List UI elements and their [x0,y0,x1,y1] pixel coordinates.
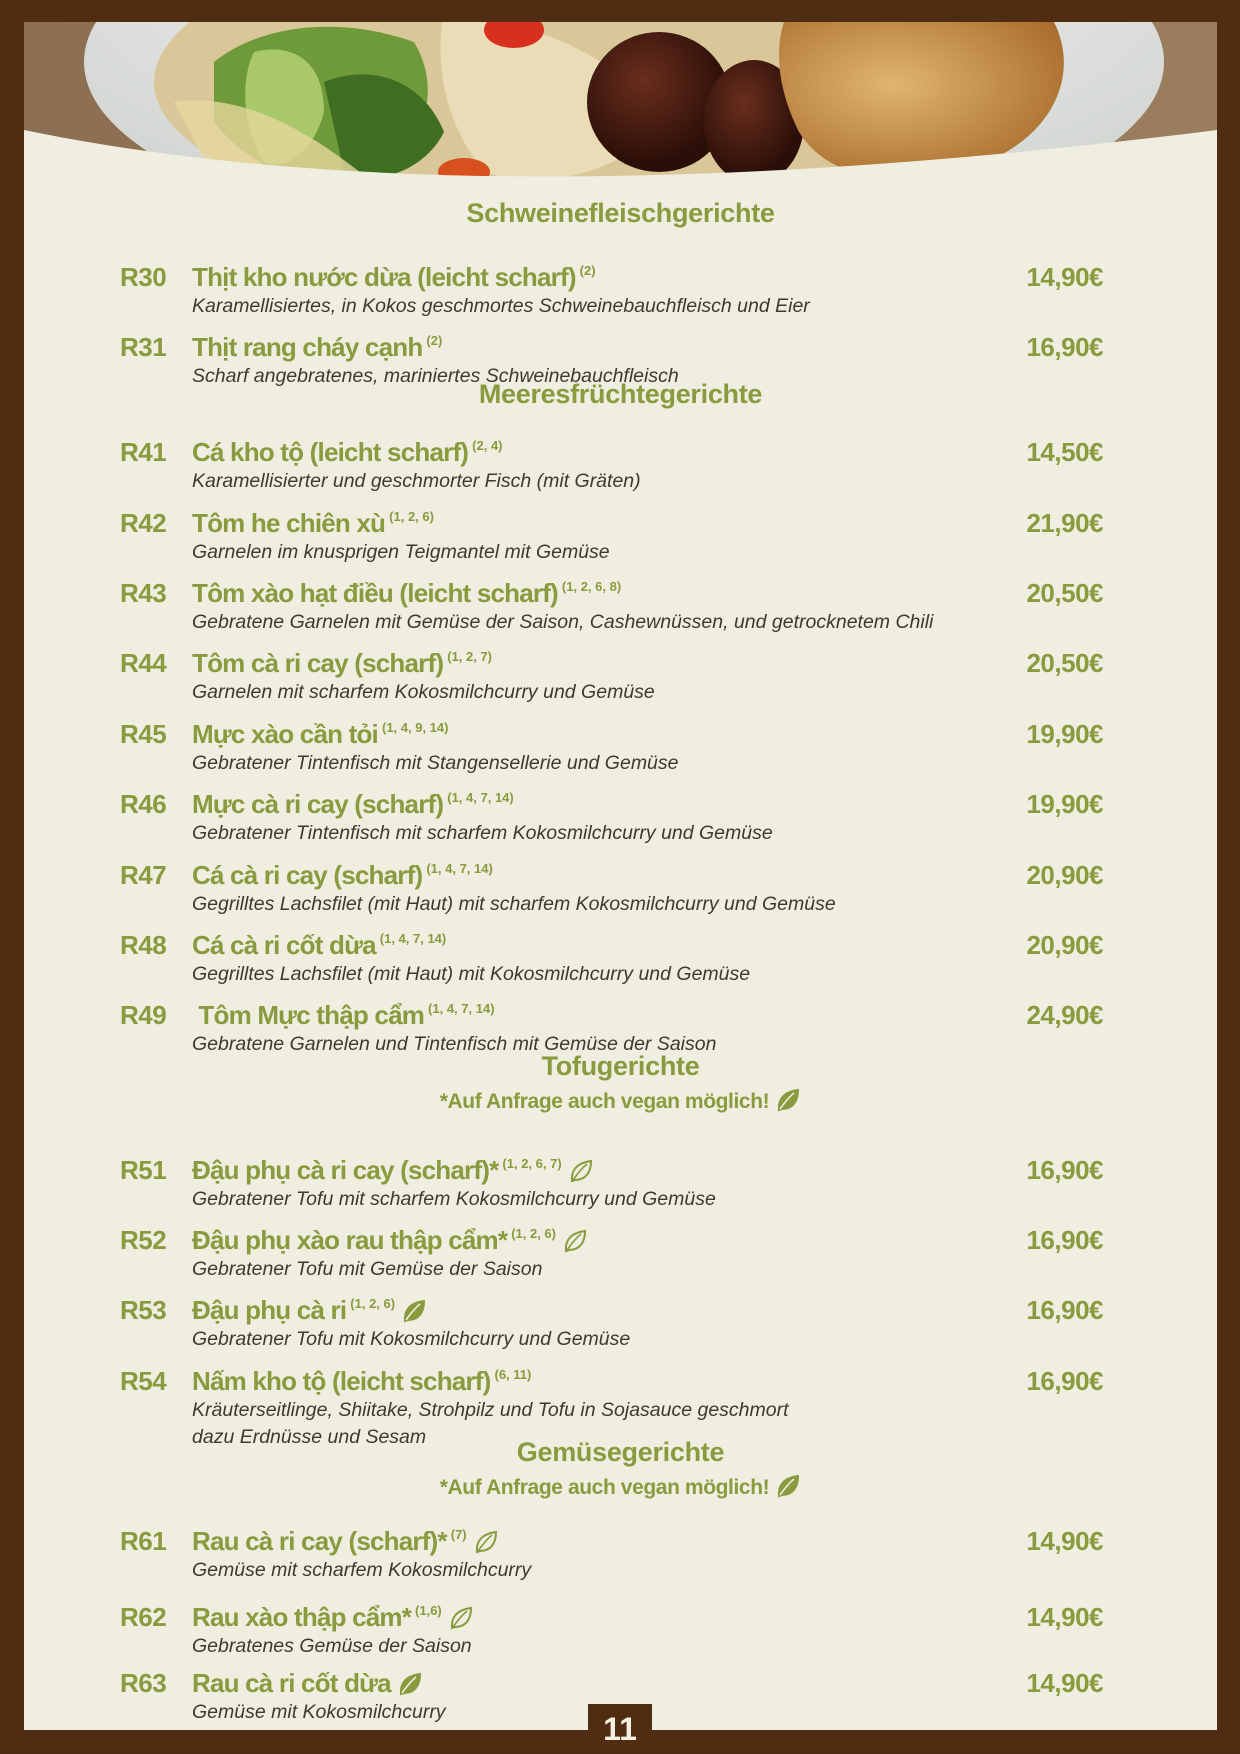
item-code: R42 [120,508,167,538]
item-description: Gegrilltes Lachsfilet (mit Haut) mit scharfem Kokosmilchcurry und Gemüse [192,893,836,915]
item-code: R43 [120,578,167,608]
item-name-line [192,648,492,679]
item-name-line [192,1000,495,1031]
item-name-line [192,1366,531,1397]
leaf-outline-icon [473,1529,499,1555]
item-price: 14,90€ [1026,1526,1103,1556]
item-name: Tôm cà ri cay (scharf) [192,648,444,678]
vegan-note [24,1473,1217,1500]
leaf-filled-icon [397,1671,423,1697]
leaf-outline-icon [568,1158,594,1184]
item-price: 20,50€ [1026,578,1103,608]
item-name-line [192,1225,588,1256]
item-code: R51 [120,1155,167,1185]
item-name: Tôm xào hạt điều (leicht scharf) [192,578,558,608]
item-description: Garnelen mit scharfem Kokosmilchcurry und Gemüse [192,681,655,703]
item-name: Tôm he chiên xù [192,508,386,538]
leaf-filled-icon [775,1473,801,1499]
item-name-line [192,719,448,750]
item-name-line [192,860,493,891]
item-price: 14,90€ [1026,262,1103,292]
allergen-codes: (1, 2, 7) [447,649,492,664]
item-code: R45 [120,719,167,749]
vegan-note-text: *Auf Anfrage auch vegan möglich! [439,1090,770,1113]
item-code: R47 [120,860,167,890]
item-name-line [192,1295,427,1326]
item-name: Cá cà ri cay (scharf) [192,860,423,890]
item-code: R41 [120,437,167,467]
item-name: Đậu phụ xào rau thập cẩm* [192,1225,508,1255]
allergen-codes: (1, 2, 6, 7) [502,1156,562,1171]
item-name-line [192,1668,423,1699]
item-description: Gebratene Garnelen und Tintenfisch mit Gemüse der Saison [192,1033,717,1055]
item-price: 14,90€ [1026,1668,1103,1698]
item-description: Gebratener Tofu mit Gemüse der Saison [192,1258,543,1280]
item-code: R44 [120,648,167,678]
item-name: Thịt rang cháy cạnh [192,332,423,362]
item-name-line [192,1526,499,1557]
item-name-line [192,578,621,609]
item-description: Gegrilltes Lachsfilet (mit Haut) mit Kokosmilchcurry und Gemüse [192,963,751,985]
item-description: Karamellisiertes, in Kokos geschmortes Schweinebauchfleisch und Eier [192,295,810,317]
item-description: Gebratenes Gemüse der Saison [192,1635,472,1657]
item-description: Gebratener Tintenfisch mit Stangensellerie und Gemüse [192,752,679,774]
item-price: 14,50€ [1026,437,1103,467]
item-description: dazu Erdnüsse und Sesam [192,1426,427,1448]
allergen-codes: (1, 2, 6) [350,1296,396,1311]
item-name: Rau cà ri cốt dừa [192,1668,391,1698]
leaf-outline-icon [562,1228,588,1254]
item-description: Kräuterseitlinge, Shiitake, Strohpilz und Tofu in Sojasauce geschmort [192,1399,789,1421]
item-name-line [192,1602,474,1633]
item-name: Cá kho tộ (leicht scharf) [192,437,469,467]
item-price: 19,90€ [1026,719,1103,749]
page-number: 11 [588,1704,652,1753]
item-name-line [192,332,442,363]
item-name: Cá cà ri cốt dừa [192,930,376,960]
item-name: Đậu phụ cà ri cay (scharf)* [192,1155,499,1185]
allergen-codes: (1, 2, 6) [389,509,434,524]
item-code: R53 [120,1295,167,1325]
allergen-codes: (1, 4, 7, 14) [426,861,493,876]
item-code: R63 [120,1668,167,1698]
item-name: Đậu phụ cà ri [192,1295,347,1325]
item-name-line [192,1155,594,1186]
leaf-filled-icon [401,1298,427,1324]
allergen-codes: (2) [426,333,443,348]
allergen-codes: (1, 4, 7, 14) [428,1001,495,1016]
item-code: R61 [120,1526,167,1556]
item-name-line [192,789,514,820]
allergen-codes: (2, 4) [472,438,503,453]
item-name: Nấm kho tộ (leicht scharf) [192,1366,491,1396]
item-description: Garnelen im knusprigen Teigmantel mit Gemüse [192,541,610,563]
item-description: Scharf angebratenes, mariniertes Schweinebauchfleisch [192,365,679,387]
vegan-note [24,1087,1217,1114]
item-code: R52 [120,1225,167,1255]
item-price: 16,90€ [1026,332,1103,362]
item-name: Mực xào cần tỏi [192,719,378,749]
item-name: Mực cà ri cay (scharf) [192,789,444,819]
item-price: 16,90€ [1026,1366,1103,1396]
item-code: R49 [120,1000,167,1030]
item-name-line [192,508,434,539]
item-price: 21,90€ [1026,508,1103,538]
item-name: Tôm Mực thập cẩm [192,1000,425,1030]
item-price: 14,90€ [1026,1602,1103,1632]
item-code: R30 [120,262,167,292]
item-price: 19,90€ [1026,789,1103,819]
allergen-codes: (1,6) [415,1603,442,1618]
item-name: Rau cà ri cay (scharf)* [192,1526,447,1556]
item-code: R48 [120,930,167,960]
section-title: Tofugerichte [541,1051,700,1081]
leaf-outline-icon [448,1605,474,1631]
item-name-line [192,262,596,293]
section-title: Meeresfrüchtegerichte [478,379,763,409]
allergen-codes: (2) [579,263,596,278]
item-description: Gebratene Garnelen mit Gemüse der Saison, Cashewnüssen, und getrocknetem Chili [192,611,934,633]
item-code: R46 [120,789,167,819]
item-code: R54 [120,1366,167,1396]
section-title: Gemüsegerichte [516,1437,725,1467]
item-description: Gemüse mit scharfem Kokosmilchcurry [192,1559,532,1581]
item-price: 24,90€ [1026,1000,1103,1030]
item-price: 20,90€ [1026,860,1103,890]
allergen-codes: (6, 11) [494,1367,532,1382]
item-name-line [192,930,446,961]
allergen-codes: (1, 2, 6, 8) [561,579,622,594]
item-name: Thịt kho nước dừa (leicht scharf) [192,262,576,292]
item-description: Gebratener Tintenfisch mit scharfem Kokosmilchcurry und Gemüse [192,822,773,844]
food-photo [24,22,1217,212]
allergen-codes: (1, 2, 6) [511,1226,556,1241]
section-title: Schweinefleischgerichte [466,198,775,228]
item-price: 20,90€ [1026,930,1103,960]
item-description: Gebratener Tofu mit scharfem Kokosmilchcurry und Gemüse [192,1188,716,1210]
allergen-codes: (1, 4, 7, 14) [447,790,514,805]
item-code: R62 [120,1602,167,1632]
item-price: 16,90€ [1026,1295,1103,1325]
item-description: Gemüse mit Kokosmilchcurry [192,1701,446,1723]
item-description: Gebratener Tofu mit Kokosmilchcurry und Gemüse [192,1328,631,1350]
vegan-note-text: *Auf Anfrage auch vegan möglich! [439,1476,770,1499]
item-price: 20,50€ [1026,648,1103,678]
item-description: Karamellisierter und geschmorter Fisch (mit Gräten) [192,470,641,492]
menu-page [24,22,1217,1730]
item-name-line [192,437,503,468]
item-code: R31 [120,332,167,362]
item-price: 16,90€ [1026,1155,1103,1185]
allergen-codes: (7) [450,1527,467,1542]
allergen-codes: (1, 4, 9, 14) [381,720,449,735]
item-price: 16,90€ [1026,1225,1103,1255]
item-name: Rau xào thập cẩm* [192,1602,412,1632]
leaf-filled-icon [775,1087,801,1113]
allergen-codes: (1, 4, 7, 14) [379,931,447,946]
